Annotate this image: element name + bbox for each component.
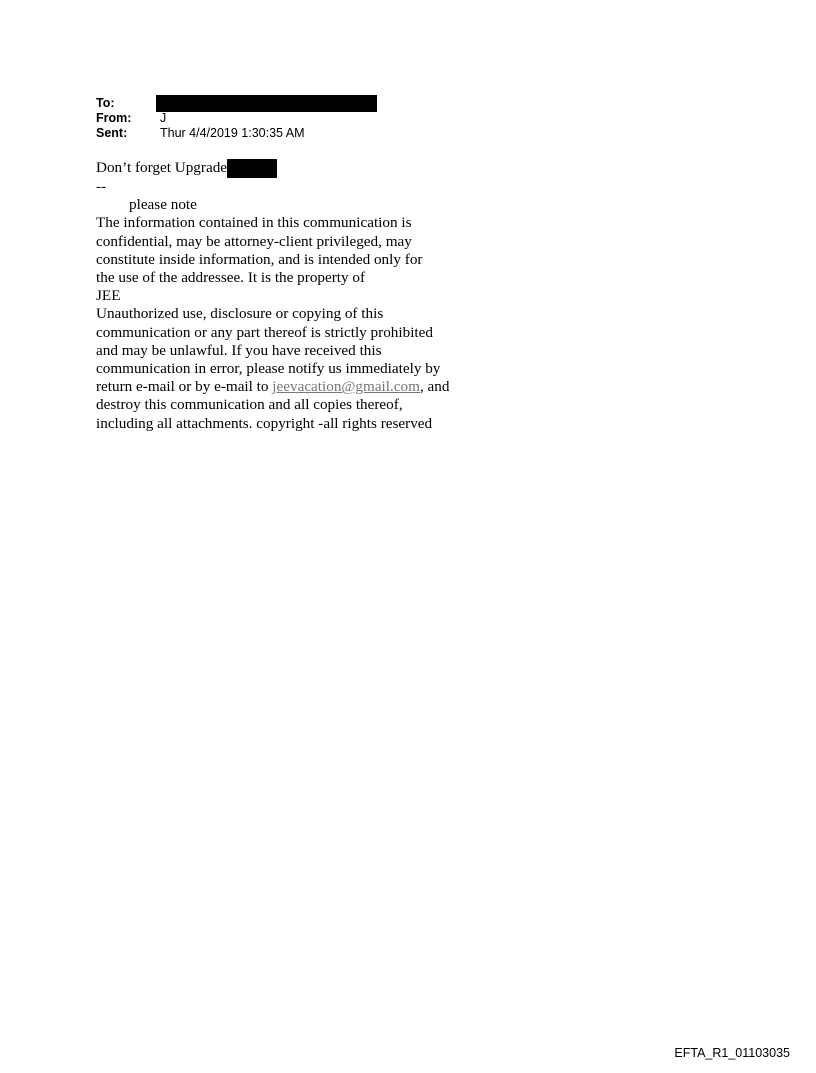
email-header [96,96,377,141]
disclaimer-line: communication or any part thereof is strictly prohibited [96,323,433,341]
message-text: Don’t forget Upgrade [96,158,228,176]
sent-value: Thur 4/4/2019 1:30:35 AM [160,126,305,140]
to-row [96,96,377,111]
disclaimer-line: and may be unlawful. If you have received this [96,341,382,359]
disclaimer-line: the use of the addressee. It is the property of [96,269,366,287]
disclaimer-line: Unauthorized use, disclosure or copying of this [96,305,384,323]
from-label: From: [96,111,132,125]
disclaimer-line: communication in error, please notify us immediately by [96,360,441,378]
email-link[interactable]: jeevacation@gmail.com [272,378,420,396]
redacted-recipient [156,95,377,112]
document-id: EFTA_R1_01103035 [674,1046,790,1060]
redacted-text [227,159,277,178]
disclaimer-line: JEE [96,287,121,305]
return-prefix: return e-mail or by e-mail to [96,378,273,396]
from-row [96,111,377,126]
disclaimer-line: including all attachments. copyright -all rights reserved [96,414,433,432]
return-suffix: , and [419,378,450,396]
email-body [96,158,496,433]
disclaimer-line: The information contained in this communication is [96,214,412,232]
please-note: please note [129,196,197,214]
sent-label: Sent: [96,126,128,140]
disclaimer-line: constitute inside information, and is intended only for [96,250,423,268]
from-value: J [160,111,167,125]
to-label: To: [96,96,115,110]
disclaimer-line: destroy this communication and all copies thereof, [96,396,403,414]
disclaimer-line: confidential, may be attorney-client privileged, may [96,232,412,250]
disclaimer-line-with-email [96,378,496,396]
sent-row [96,126,377,141]
message-first-line [96,158,496,178]
signature-separator: -- [96,178,107,195]
